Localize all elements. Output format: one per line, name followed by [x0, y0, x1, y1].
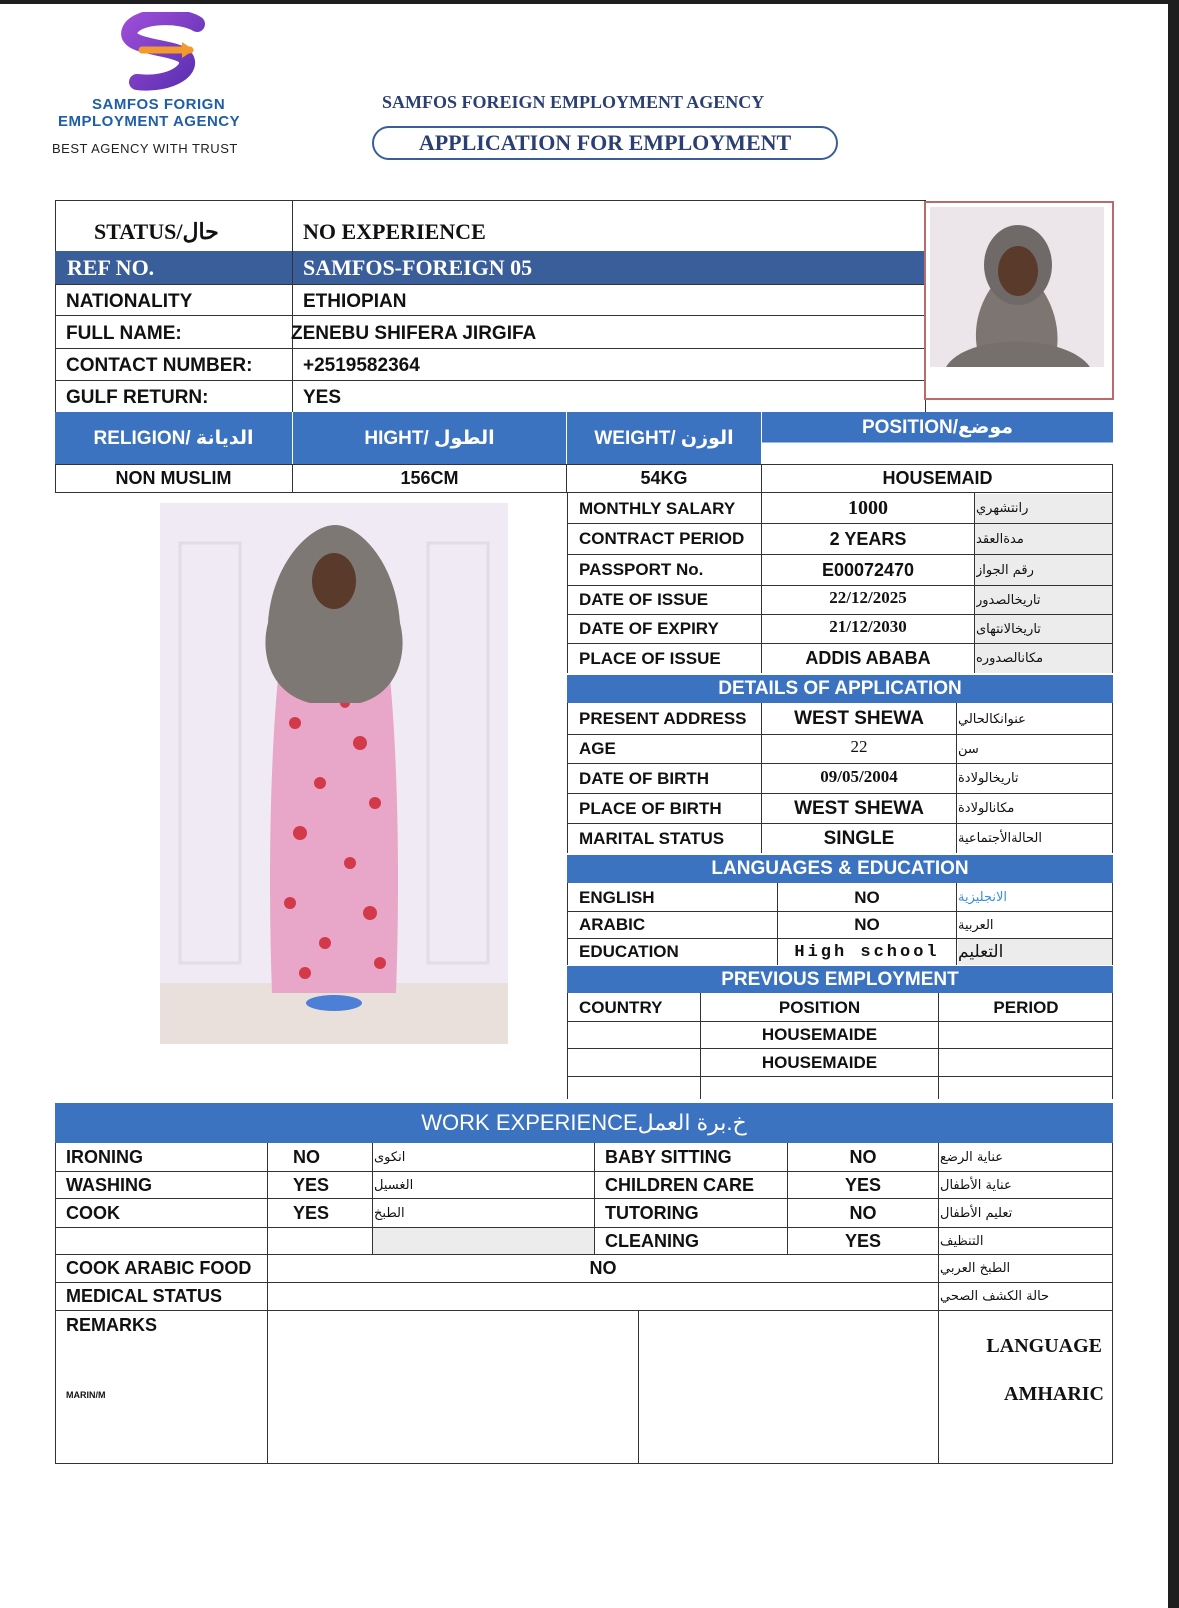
cleaning-label: CLEANING [605, 1230, 699, 1251]
prev-row-2-position: HOUSEMAIDE [761, 1052, 878, 1072]
passport-label: PASSPORT No. [579, 560, 704, 579]
medical-arabic: حالة الكشف الصحي [940, 1289, 1050, 1304]
cleaning-value: YES [844, 1230, 882, 1251]
height-value: 156CM [400, 468, 459, 488]
education-arabic: التعليم [958, 939, 1112, 965]
pob-arabic: مكانالولادة [958, 801, 1015, 816]
english-value: NO [854, 887, 880, 907]
position-value: HOUSEMAID [882, 468, 993, 488]
arabic-food-arabic: الطبخ العربي [940, 1261, 1011, 1276]
salary-label: MONTHLY SALARY [579, 498, 736, 518]
gulf-value: YES [303, 387, 342, 408]
weight-value: 54KG [640, 468, 688, 488]
expiry-date-label: DATE OF EXPIRY [579, 619, 719, 638]
contract-period-label: CONTRACT PERIOD [579, 529, 745, 548]
medical-label: MEDICAL STATUS [66, 1286, 222, 1306]
dob-arabic: تاريخالولادة [958, 771, 1019, 786]
arabic-arabic: العربية [958, 917, 994, 933]
age-value: 22 [850, 737, 868, 756]
headshot-image [926, 203, 1112, 398]
ref-bar-left: REF NO. [55, 251, 292, 284]
prev-position-header: POSITION [778, 997, 861, 1017]
pob-value: WEST SHEWA [794, 797, 924, 819]
ironing-label: IRONING [66, 1147, 144, 1167]
remarks-label: REMARKS [66, 1314, 158, 1335]
arabic-value: NO [854, 915, 880, 934]
prev-period-header: PERIOD [993, 997, 1059, 1017]
nationality-label: NATIONALITY [66, 291, 193, 312]
address-label: PRESENT ADDRESS [579, 709, 747, 728]
height-header: HIGHT/ الطول [293, 412, 566, 464]
children-care-label: CHILDREN CARE [605, 1174, 755, 1195]
logo-tagline: BEST AGENCY WITH TRUST [52, 141, 238, 156]
age-label: AGE [579, 739, 616, 758]
english-arabic: الانجليزية [958, 890, 1008, 905]
arabic-food-value: NO [589, 1258, 617, 1278]
language-value: AMHARIC [1004, 1382, 1104, 1405]
position-header-split [762, 442, 1113, 464]
contact-label: CONTACT NUMBER: [66, 355, 253, 376]
washing-arabic: الغسيل [374, 1177, 414, 1193]
details-header: DETAILS OF APPLICATION [567, 675, 1113, 703]
washing-value: YES [293, 1174, 330, 1195]
ref-bar-right: SAMFOS-FOREIGN 05 [293, 251, 925, 284]
contract-period-value: 2 YEARS [829, 528, 907, 549]
work-empty-shade [373, 1228, 594, 1254]
issue-date-value: 22/12/2025 [829, 588, 907, 607]
issue-date-label: DATE OF ISSUE [579, 590, 709, 609]
passport-value: E00072470 [821, 559, 915, 580]
agency-name: SAMFOS FOREIGN EMPLOYMENT AGENCY [382, 92, 765, 112]
baby-sitting-label: BABY SITTING [605, 1147, 732, 1167]
passport-arabic: رقم الجواز [976, 562, 1034, 578]
logo-line-2: EMPLOYMENT AGENCY [58, 113, 241, 130]
religion-value: NON MUSLIM [115, 468, 232, 488]
pob-label: PLACE OF BIRTH [579, 798, 722, 818]
nationality-value: ETHIOPIAN [303, 291, 407, 312]
tutoring-arabic: تعليم الأطفال [940, 1205, 1013, 1221]
headshot-photo [924, 201, 1114, 400]
children-care-arabic: عناية الأطفال [940, 1177, 1012, 1193]
page-right-edge [1168, 0, 1179, 1608]
logo-line-1: SAMFOS FORIGN [92, 96, 226, 113]
age-arabic: سن [958, 741, 979, 757]
marital-value: SINGLE [823, 827, 895, 849]
full-body-image [160, 503, 508, 1044]
place-of-issue-value: ADDIS ABABA [805, 648, 931, 668]
washing-label: WASHING [66, 1174, 153, 1195]
baby-sitting-value: NO [849, 1147, 877, 1167]
languages-header: LANGUAGES & EDUCATION [567, 855, 1113, 883]
marital-label: MARITAL STATUS [579, 828, 725, 848]
page-top-edge [0, 0, 1179, 4]
arabic-label: ARABIC [579, 915, 646, 934]
english-label: ENGLISH [579, 887, 655, 907]
salary-value: 1000 [848, 497, 888, 519]
issue-date-arabic: تاريخالصدور [976, 592, 1041, 608]
fullname-label: FULL NAME: [66, 323, 182, 344]
dob-value: 09/05/2004 [820, 766, 898, 786]
religion-header: RELIGION/ الديانة [55, 412, 292, 464]
expiry-date-arabic: تاريخالانتهاى [976, 621, 1041, 637]
cleaning-arabic: التنظيف [940, 1233, 984, 1249]
arabic-food-label: COOK ARABIC FOOD [66, 1258, 252, 1278]
tutoring-label: TUTORING [605, 1202, 699, 1223]
status-value: NO EXPERIENCE [303, 219, 486, 244]
form-title: APPLICATION FOR EMPLOYMENT [372, 126, 838, 160]
salary-arabic: رانتشهري [976, 501, 1029, 516]
work-experience-header: WORK EXPERIENCEخ.برة العمل [55, 1103, 1113, 1143]
contract-period-arabic: مدةالعقد [976, 531, 1024, 547]
baby-sitting-arabic: عناية الرضع [940, 1150, 1004, 1165]
remarks-note: MARIN/M [66, 1390, 106, 1400]
education-label: EDUCATION [579, 942, 679, 961]
place-of-issue-arabic: مكانالصدوره [976, 651, 1044, 666]
address-arabic: عنوانكالحالي [958, 711, 1026, 727]
gulf-label: GULF RETURN: [66, 387, 209, 408]
ironing-arabic: انكوى [374, 1150, 406, 1165]
dob-label: DATE OF BIRTH [579, 768, 710, 788]
prev-country-header: COUNTRY [579, 997, 663, 1017]
language-label: LANGUAGE [986, 1334, 1102, 1357]
status-label: STATUS/حال [94, 219, 219, 244]
place-of-issue-label: PLACE OF ISSUE [579, 648, 721, 668]
contact-value: +2519582364 [303, 355, 420, 376]
cook-value: YES [293, 1202, 330, 1223]
ironing-value: NO [293, 1147, 320, 1167]
cook-arabic: الطبخ [374, 1205, 405, 1221]
weight-header: WEIGHT/ الوزن [567, 412, 761, 464]
previous-employment-header: PREVIOUS EMPLOYMENT [567, 966, 1113, 993]
education-value: High school [794, 942, 940, 962]
position-header: POSITION/موضع [762, 412, 1113, 442]
prev-row-1-position: HOUSEMAIDE [761, 1025, 878, 1044]
agency-logo [52, 8, 322, 160]
tutoring-value: NO [849, 1202, 877, 1223]
marital-arabic: الحالةالأجتماعية [958, 831, 1042, 846]
address-value: WEST SHEWA [794, 708, 924, 729]
fullname-value: ZENEBU SHIFERA JIRGIFA [291, 323, 537, 344]
logo-s-icon [112, 12, 217, 94]
children-care-value: YES [844, 1174, 882, 1195]
full-body-photo [160, 503, 508, 1044]
expiry-date-value: 21/12/2030 [829, 617, 907, 636]
medical-value [268, 1283, 938, 1310]
cook-label: COOK [66, 1202, 120, 1223]
